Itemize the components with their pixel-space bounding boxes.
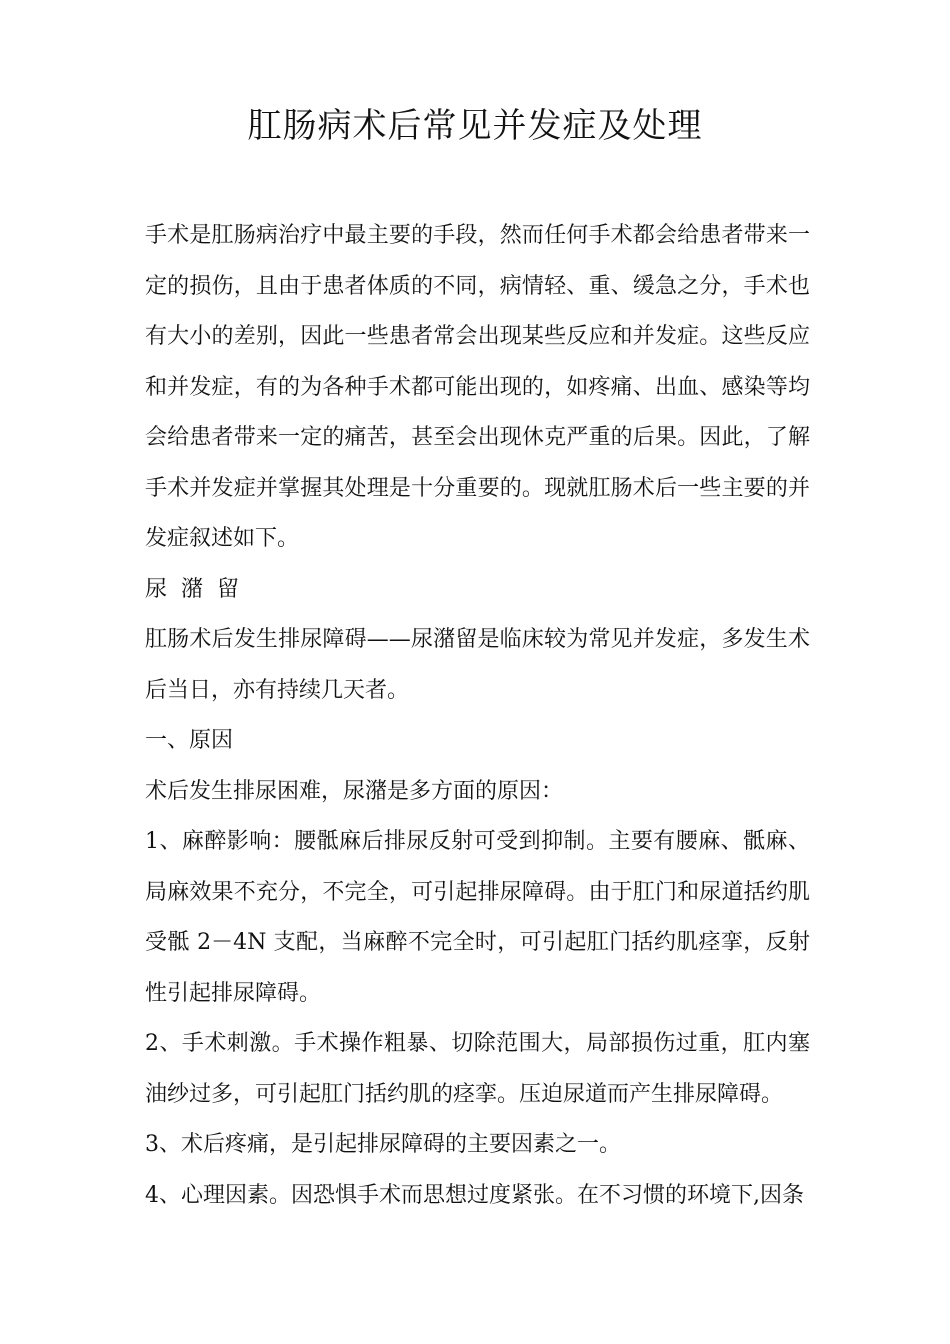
cause-item-3: 3、术后疼痛，是引起排尿障碍的主要因素之一。 bbox=[145, 1132, 621, 1157]
urinary-retention-paragraph: 肛肠术后发生排尿障碍——尿潴留是临床较为常见并发症，多发生术后当日，亦有持续几天者。 bbox=[145, 627, 810, 703]
causes-intro-paragraph: 术后发生排尿困难，尿潴是多方面的原因： bbox=[145, 778, 564, 804]
intro-paragraph: 手术是肛肠病治疗中最主要的手段，然而任何手术都会给患者带来一定的损伤，且由于患者体质的不同，病情轻、重、缓急之分，手术也有大小的差别，因此一些患者常会出现某些反应和并发症。这些反应和并发症，有的为各种手术都可能出现的，如疼痛、出血、感染等均会给患者带来一定的痛苦，甚至会出现休克严重的后果。因此，了解手术并发症并掌握其处理是十分重要的。现就肛肠术后一些主要的并发症叙述如下。 bbox=[145, 223, 810, 551]
document-title: 肛肠病术后常见并发症及处理 bbox=[247, 106, 703, 146]
section-heading-urinary-retention: 尿潴留 bbox=[145, 576, 254, 602]
cause-item-2: 2、手术刺激。手术操作粗暴、切除范围大，局部损伤过重，肛内塞油纱过多，可引起肛门括约肌的痉挛。压迫尿道而产生排尿障碍。 bbox=[145, 1031, 810, 1107]
cause-item-4: 4、心理因素。因恐惧手术而思想过度紧张。在不习惯的环境下,因条 bbox=[145, 1182, 804, 1208]
subheading-causes: 一、原因 bbox=[145, 728, 234, 753]
cause-item-1: 1、麻醉影响：腰骶麻后排尿反射可受到抑制。主要有腰麻、骶麻、局麻效果不充分，不完全，可引起排尿障碍。由于肛门和尿道括约肌受骶 2－4N 支配，当麻醉不完全时，可引起肛门括约肌痉挛，反射性引起排尿障碍。 bbox=[145, 829, 810, 1006]
document-body bbox=[145, 211, 810, 1221]
